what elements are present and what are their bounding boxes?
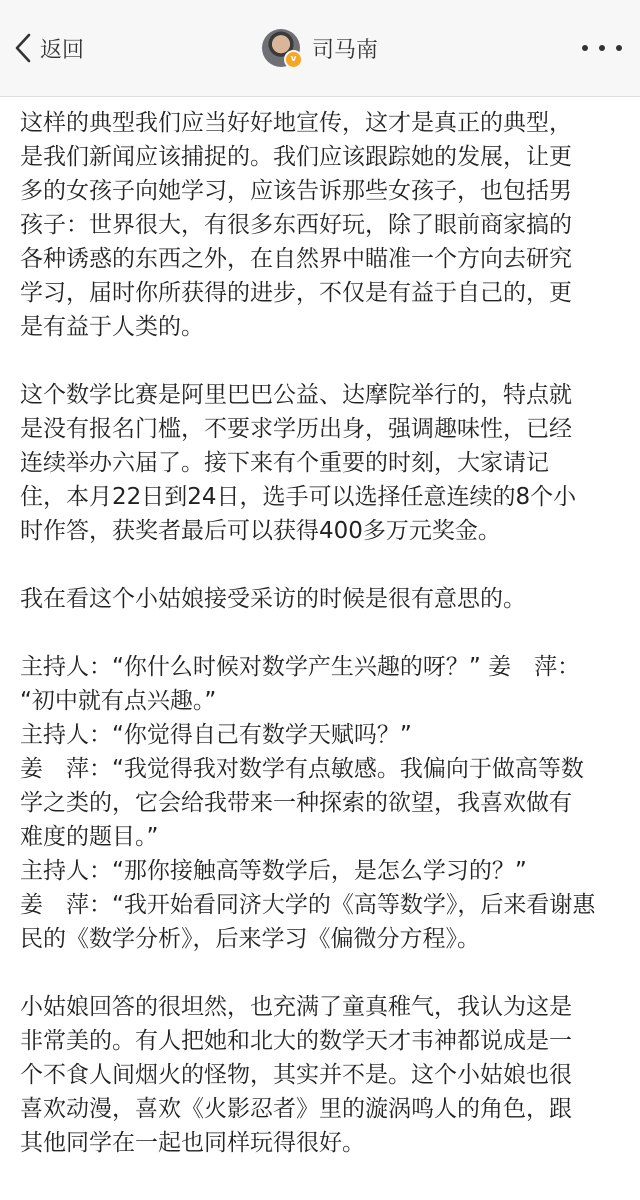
more-icon	[616, 45, 622, 51]
more-icon	[599, 45, 605, 51]
verified-badge-icon: v	[284, 50, 303, 69]
article-paragraph: 这个数学比赛是阿里巴巴公益、达摩院举行的，特点就 是没有报名门槛，不要求学历出身，强调趣味性，已经 连续举办六届了。接下来有个重要的时刻，大家请记 住，本月22日到24日，选手可以选择任意连续的8个小 时作答，获奖者最后可以获得400多万元奖金。	[20, 382, 577, 544]
chevron-left-icon	[14, 32, 32, 64]
article-paragraph: 这样的典型我们应当好好地宣传，这才是真正的典型， 是我们新闻应该捕捉的。我们应该跟踪她的发展，让更 多的女孩子向她学习，应该告诉那些女孩子，也包括男 孩子：世界很大，有很多东西好玩，除了眼前商家搞的 各种诱惑的东西之外，在自然界中瞄准一个方向去研究 学习，届时你所获得的进步，不仅是有益于自己的，更 是有益于人类的。	[20, 110, 572, 340]
more-button[interactable]	[582, 38, 622, 58]
back-label: 返回	[40, 37, 85, 63]
more-icon	[582, 45, 588, 51]
article-paragraph: 我在看这个小姑娘接受采访的时候是很有意思的。	[20, 586, 526, 612]
interview-dialog: 主持人：“你什么时候对数学产生兴趣的呀？” 姜 萍： “初中就有点兴趣。” 主持人：“你觉得自己有数学天赋吗？” 姜 萍：“我觉得我对数学有点敏感。我偏向于做高等数 学之类的，它会给我带来一种探索的欲望，我喜欢做有 难度的题目。” 主持人：“那你接触高等数学后，是怎么学习的？” 姜 萍：“我开始看同济大学的《高等数学》，后来看谢惠 民的《数学分析》，后来学习《偏微分方程》。	[20, 654, 596, 952]
profile-header[interactable]	[262, 28, 378, 68]
page-title: 司马南	[312, 37, 379, 63]
avatar[interactable]	[262, 29, 300, 67]
article-body	[20, 106, 620, 1194]
navigation-bar	[0, 0, 640, 97]
back-button[interactable]	[14, 30, 84, 66]
article-paragraph: 小姑娘回答的很坦然，也充满了童真稚气，我认为这是 非常美的。有人把她和北大的数学天才韦神都说成是一 个不食人间烟火的怪物，其实并不是。这个小姑娘也很 喜欢动漫，喜欢《火影忍者》里的漩涡鸣人的角色，跟 其他同学在一起也同样玩得很好。	[20, 994, 572, 1156]
